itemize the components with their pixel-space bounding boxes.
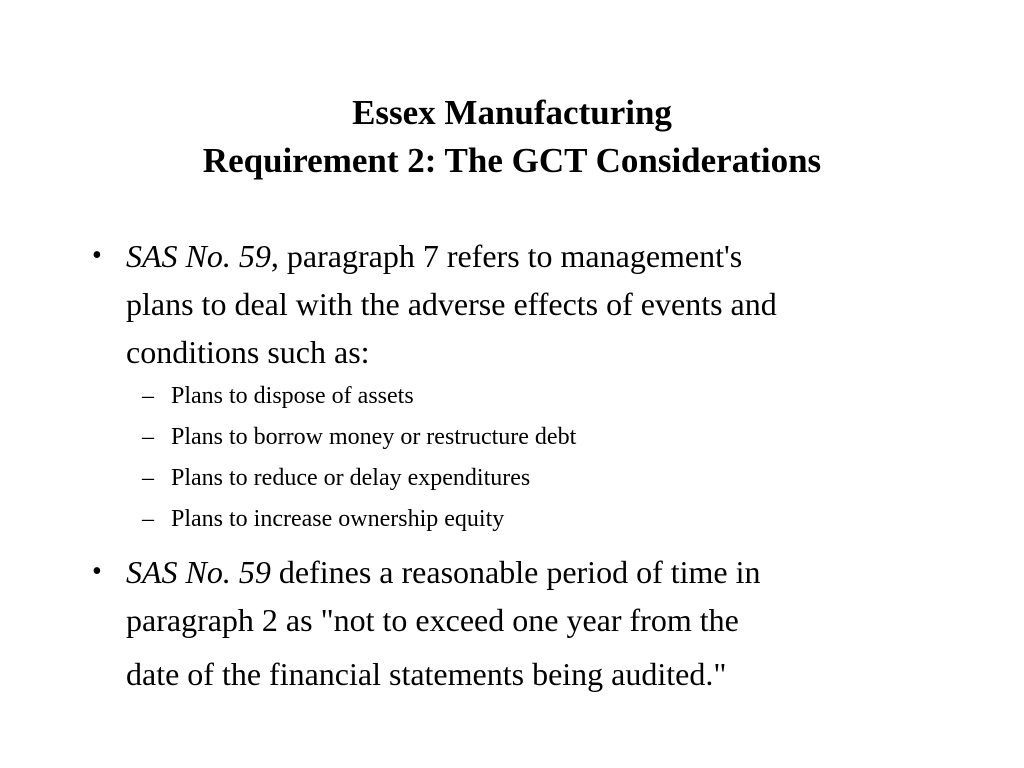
bullet-line: conditions such as: [126,334,370,370]
sub-bullet-text: Plans to reduce or delay expenditures [171,465,531,491]
bullet-line: plans to deal with the adverse effects of events and [126,286,777,322]
sub-bullet-marker: – [142,383,154,409]
sub-bullet-item [142,504,505,534]
slide-title [0,89,1024,185]
bullet-text: , paragraph 7 refers to management's [270,238,743,274]
bullet-marker: • [92,240,102,271]
bullet-item [92,548,946,698]
citation-italic: SAS No. 59 [126,238,271,274]
sub-bullet-text: Plans to borrow money or restructure debt [171,424,577,450]
sub-bullet-marker: – [142,424,154,450]
bullet-text: defines a reasonable period of time in [270,554,761,590]
title-line-1: Essex Manufacturing [352,93,672,132]
bullet-line: paragraph 2 as "not to exceed one year from the [126,602,739,638]
bullet-item [92,232,946,376]
bullet-line: date of the financial statements being audited." [126,656,727,692]
citation-italic: SAS No. 59 [126,554,271,590]
bullet-marker: • [92,556,102,587]
sub-bullet-item [142,381,414,411]
sub-bullet-marker: – [142,506,154,532]
sub-bullet-item [142,422,577,452]
title-line-2: Requirement 2: The GCT Considerations [202,141,822,180]
sub-bullet-item [142,463,531,493]
sub-bullet-text: Plans to increase ownership equity [171,506,505,532]
bullet-line [126,232,946,280]
bullet-line [126,548,946,596]
sub-bullet-text: Plans to dispose of assets [171,383,414,409]
sub-bullet-marker: – [142,465,154,491]
